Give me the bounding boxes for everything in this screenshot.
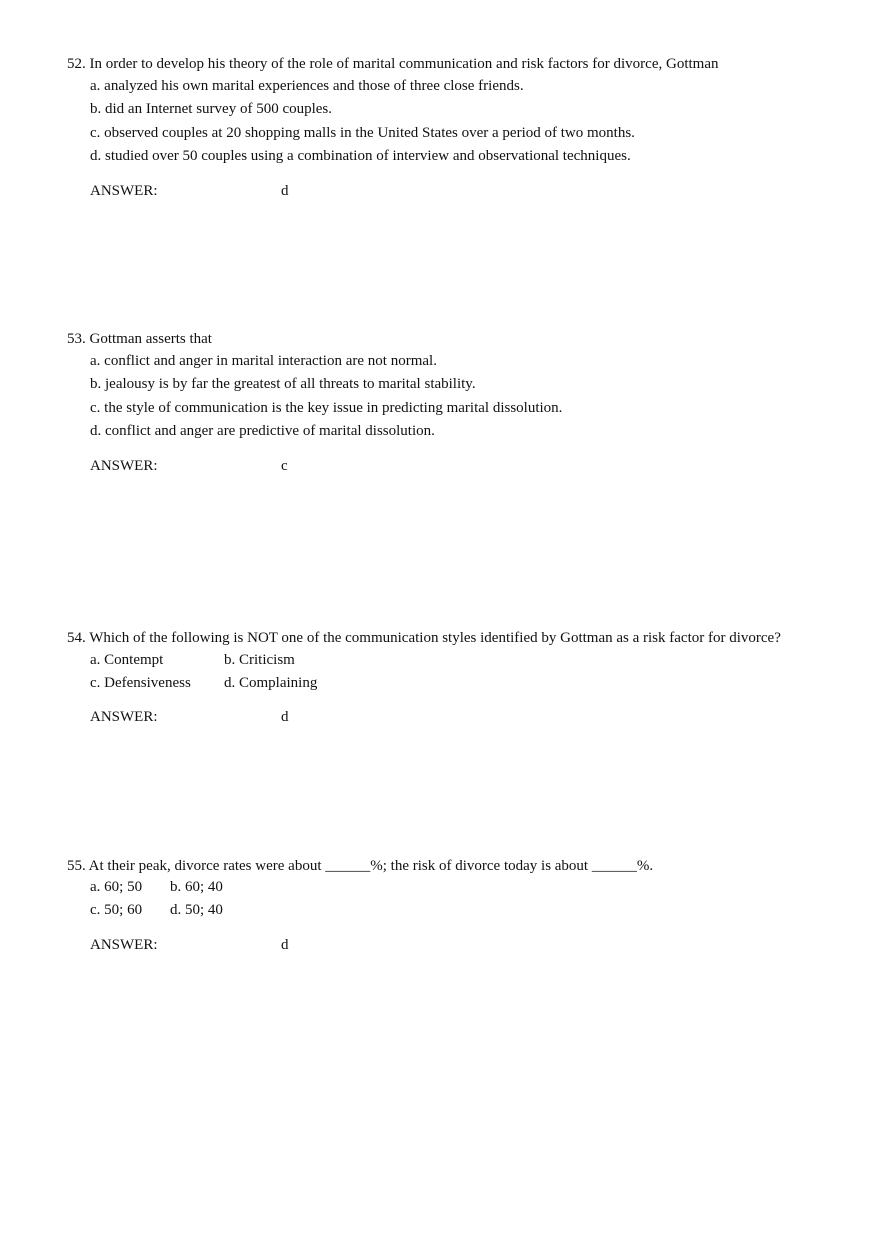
question-stem: 54. Which of the following is NOT one of the communication styles identified by Gottman as a risk factor for divorce?: [67, 630, 781, 646]
option-a: a. Contempt: [90, 652, 164, 668]
option-c: c. observed couples at 20 shopping malls in the United States over a period of two months.: [90, 125, 635, 141]
option-c: c. Defensiveness: [90, 675, 191, 691]
option-b: b. 60; 40: [170, 879, 223, 895]
option-b: b. Criticism: [224, 652, 295, 668]
option-a: a. conflict and anger in marital interaction are not normal.: [90, 353, 437, 369]
option-d: d. 50; 40: [170, 902, 223, 918]
option-c: c. 50; 60: [90, 902, 143, 918]
option-c: c. the style of communication is the key issue in predicting marital dissolution.: [90, 400, 563, 416]
option-d: d. conflict and anger are predictive of marital dissolution.: [90, 423, 435, 439]
question-stem: 55. At their peak, divorce rates were about ______%; the risk of divorce today is about ______%.: [67, 858, 654, 874]
option-b: b. did an Internet survey of 500 couples.: [90, 101, 333, 117]
option-b: b. jealousy is by far the greatest of all threats to marital stability.: [90, 376, 476, 392]
option-a: a. 60; 50: [90, 879, 143, 895]
answer-label: ANSWER:: [90, 937, 158, 953]
answer-value: c: [281, 458, 288, 474]
option-d: d. studied over 50 couples using a combination of interview and observational techniques.: [90, 148, 631, 164]
question-stem: 53. Gottman asserts that: [67, 331, 212, 347]
question-stem: 52. In order to develop his theory of the role of marital communication and risk factors for divorce, Gottman: [67, 56, 719, 72]
answer-label: ANSWER:: [90, 709, 158, 725]
answer-value: d: [281, 183, 289, 199]
answer-label: ANSWER:: [90, 458, 158, 474]
option-d: d. Complaining: [224, 675, 318, 691]
answer-value: d: [281, 937, 289, 953]
answer-value: d: [281, 709, 289, 725]
answer-label: ANSWER:: [90, 183, 158, 199]
option-a: a. analyzed his own marital experiences and those of three close friends.: [90, 78, 524, 94]
